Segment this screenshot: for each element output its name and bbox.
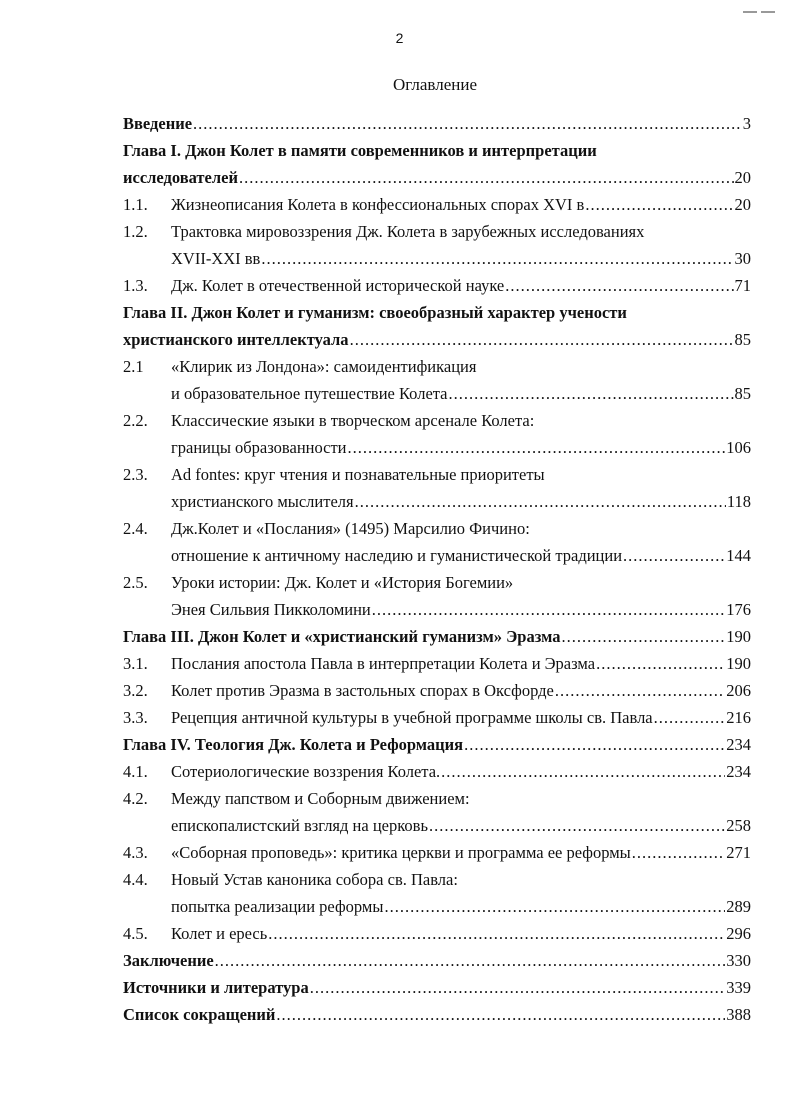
toc-title: Оглавление (393, 75, 477, 94)
toc-leader-dots (350, 326, 734, 353)
toc-section-number: 2.5. (123, 573, 148, 592)
scan-edge-mark (739, 0, 799, 4)
toc-section-number: 1.3. (123, 276, 148, 295)
toc-section-row (123, 272, 751, 299)
toc-section-row (123, 893, 751, 920)
toc-entry-text: христианского мыслителя (171, 492, 354, 511)
toc-section-row (123, 650, 751, 677)
toc-heading-row (123, 299, 751, 326)
toc-section-row (123, 461, 751, 488)
toc-page-number: 234 (726, 762, 751, 781)
toc-page-number: 85 (734, 384, 751, 403)
toc-section-number: 4.3. (123, 843, 148, 862)
toc-page-number: 190 (726, 627, 751, 646)
toc-heading-row (123, 731, 751, 758)
toc-entry-text: Источники и литература (123, 978, 309, 997)
toc-entry-text: Дж.Колет и «Послания» (1495) Марсилио Фичино: (171, 519, 530, 538)
toc-entry-text: Заключение (123, 951, 214, 970)
toc-page-number: 71 (734, 276, 751, 295)
toc-section-row (123, 407, 751, 434)
toc-entry-text: отношение к античному наследию и гуманистической традиции (171, 546, 623, 565)
toc-leader-dots (268, 920, 725, 947)
toc-section-row (123, 245, 751, 272)
toc-leader-dots (596, 650, 725, 677)
toc-heading-row (123, 326, 751, 353)
toc-leader-dots (449, 380, 734, 407)
toc-leader-dots (654, 704, 726, 731)
toc-section-row (123, 515, 751, 542)
toc-page-number: 271 (726, 843, 751, 862)
toc-leader-dots (562, 623, 726, 650)
toc-section-row (123, 353, 751, 380)
toc-entry-text: Глава I. Джон Колет в памяти современников и интерпретации (123, 141, 597, 160)
toc-entry-text: и образовательное путешествие Колета (171, 384, 448, 403)
toc-entry-text: Список сокращений (123, 1005, 276, 1024)
toc-page-number: 296 (726, 924, 751, 943)
toc-section-number: 2.2. (123, 411, 148, 430)
toc-page-number: 106 (726, 438, 751, 457)
toc-page-number: 3 (742, 114, 751, 133)
toc-entry-text: Классические языки в творческом арсенале Колета: (171, 411, 535, 430)
toc-leader-dots (372, 596, 725, 623)
toc-heading-row (123, 623, 751, 650)
toc-entry-text: исследователей (123, 168, 238, 187)
toc-page-number: 144 (726, 546, 751, 565)
toc-page-number: 216 (726, 708, 751, 727)
toc-section-number: 3.3. (123, 708, 148, 727)
toc-page-number: 176 (726, 600, 751, 619)
toc-section-row (123, 812, 751, 839)
toc-leader-dots (555, 677, 725, 704)
toc-section-number: 4.1. (123, 762, 148, 781)
toc-leader-dots (464, 731, 725, 758)
toc-entry-text: христианского интеллектуала (123, 330, 349, 349)
toc-entry-text: Рецепция античной культуры в учебной программе школы св. Павла (171, 708, 653, 727)
toc-section-number: 1.2. (123, 222, 148, 241)
toc-leader-dots (355, 488, 726, 515)
toc-entry-text: Дж. Колет в отечественной исторической науке (171, 276, 505, 295)
toc-section-row (123, 434, 751, 461)
toc-leader-dots (276, 1001, 725, 1028)
toc-section-row (123, 191, 751, 218)
toc-section-row (123, 569, 751, 596)
toc-leader-dots (384, 893, 725, 920)
toc-section-row (123, 920, 751, 947)
toc-section-number: 1.1. (123, 195, 148, 214)
toc-leader-dots (348, 434, 726, 461)
toc-section-row (123, 380, 751, 407)
toc-entry-text: «Соборная проповедь»: критика церкви и программа ее реформы (171, 843, 631, 862)
toc-leader-dots (429, 812, 725, 839)
toc-entry-text: попытка реализации реформы (171, 897, 384, 916)
toc-entry-text: Колет против Эразма в застольных спорах в Оксфорде (171, 681, 554, 700)
toc-section-number: 4.4. (123, 870, 148, 889)
toc-heading-row (123, 164, 751, 191)
toc-page-number: 388 (726, 1005, 751, 1024)
toc-section-row (123, 218, 751, 245)
toc-section-number: 4.2. (123, 789, 148, 808)
toc-entry-text: Послания апостола Павла в интерпретации Колета и Эразма (171, 654, 596, 673)
toc-entry-text: Колет и ересь (171, 924, 268, 943)
toc-page-number: 85 (734, 330, 751, 349)
toc-entry-text: Уроки истории: Дж. Колет и «История Богемии» (171, 573, 514, 592)
toc-section-number: 2.3. (123, 465, 148, 484)
toc-heading-row (123, 137, 751, 164)
toc-page-number: 289 (726, 897, 751, 916)
toc-entry-text: Между папством и Соборным движением: (171, 789, 470, 808)
toc-heading-row (123, 110, 751, 137)
toc-leader-dots (261, 245, 733, 272)
toc-section-number: 2.1 (123, 357, 144, 376)
toc-leader-dots (215, 947, 726, 974)
toc-page-number: 118 (726, 492, 751, 511)
toc-leader-dots (585, 191, 733, 218)
toc-heading-row (123, 1001, 751, 1028)
toc-page-number: 330 (726, 951, 751, 970)
toc-entry-text: Новый Устав каноника собора св. Павла: (171, 870, 458, 889)
toc-section-number: 3.2. (123, 681, 148, 700)
toc-page-number: 258 (726, 816, 751, 835)
toc-section-row (123, 677, 751, 704)
toc-page-number: 20 (734, 168, 751, 187)
toc-leader-dots (623, 542, 725, 569)
toc-entry-text: Сотериологические воззрения Колета. (171, 762, 441, 781)
toc-section-row (123, 785, 751, 812)
toc-entry-text: Энея Сильвия Пикколомини (171, 600, 371, 619)
toc-page-number: 190 (726, 654, 751, 673)
toc-entry-text: XVII-XXI вв (171, 249, 261, 268)
toc-section-number: 3.1. (123, 654, 148, 673)
toc-entry-text: Ad fontes: круг чтения и познавательные приоритеты (171, 465, 545, 484)
toc-page-number: 339 (726, 978, 751, 997)
toc-section-row (123, 866, 751, 893)
toc-section-number: 4.5. (123, 924, 148, 943)
toc-heading-row (123, 947, 751, 974)
toc-entry-text: Глава IV. Теология Дж. Колета и Реформация (123, 735, 464, 754)
toc-heading-row (123, 974, 751, 1001)
toc-leader-dots (632, 839, 726, 866)
toc-section-row (123, 758, 751, 785)
toc-entry-text: Введение (123, 114, 193, 133)
toc-section-row (123, 704, 751, 731)
toc-page-number: 30 (734, 249, 751, 268)
toc-section-row (123, 488, 751, 515)
toc-entry-text: Жизнеописания Колета в конфессиональных спорах XVI в (171, 195, 585, 214)
toc-page-number: 206 (726, 681, 751, 700)
toc-leader-dots (441, 758, 725, 785)
toc-leader-dots (310, 974, 726, 1001)
toc-entry-text: Глава II. Джон Колет и гуманизм: своеобразный характер учености (123, 303, 627, 322)
toc-section-number: 2.4. (123, 519, 148, 538)
toc-section-row (123, 596, 751, 623)
toc-page-number: 234 (726, 735, 751, 754)
toc-section-row (123, 839, 751, 866)
toc-entry-text: «Клирик из Лондона»: самоидентификация (171, 357, 477, 376)
toc-leader-dots (193, 110, 742, 137)
toc-entry-text: границы образованности (171, 438, 347, 457)
toc-page-number: 20 (734, 195, 751, 214)
toc-leader-dots (239, 164, 734, 191)
page-number: 2 (395, 30, 404, 46)
toc-entry-text: Глава III. Джон Колет и «христианский гуманизм» Эразма (123, 627, 561, 646)
table-of-contents (123, 110, 751, 1028)
toc-leader-dots (505, 272, 733, 299)
toc-entry-text: епископалистский взгляд на церковь (171, 816, 428, 835)
toc-entry-text: Трактовка мировоззрения Дж. Колета в зарубежных исследованиях (171, 222, 645, 241)
toc-section-row (123, 542, 751, 569)
